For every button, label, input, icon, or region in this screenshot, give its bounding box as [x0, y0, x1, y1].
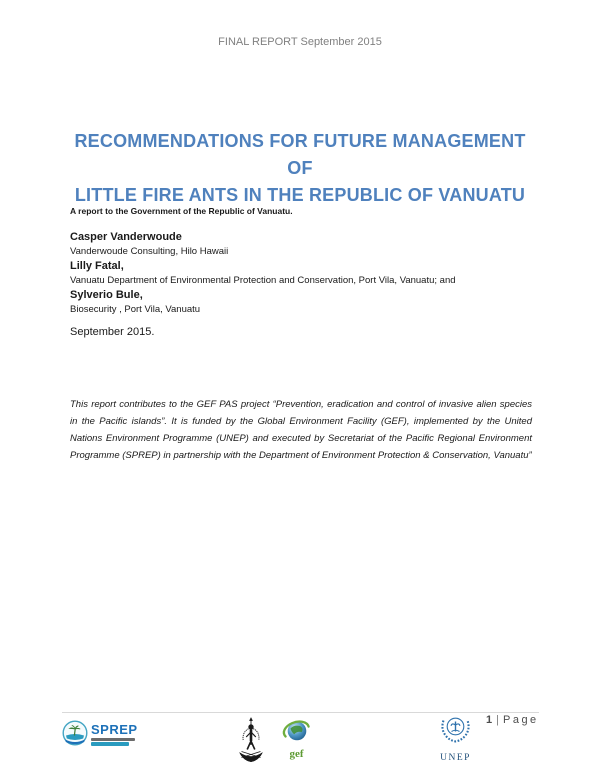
- unep-emblem-icon: [439, 713, 472, 752]
- author-block: [70, 230, 532, 259]
- author-list: [70, 230, 532, 317]
- author-name: Casper Vanderwoude: [70, 231, 182, 243]
- funding-note: This report contributes to the GEF PAS project “Prevention, eradication and control of invasive alien species in the Pacific islands”. It is funded by the Global Environment Facility (GEF), implemented by the United Nations Environment Programme (UNEP) and executed by Secretariat of the Pacific Regional Environment Programme (SPREP) in partnership with the Department of Environment Protection & Conservation, Vanuatu”: [70, 399, 532, 461]
- author-block: [70, 288, 532, 317]
- sprep-tagline-bar: [91, 742, 129, 746]
- page-number-word: Page: [502, 714, 539, 726]
- report-subtitle: A report to the Government of the Republic of Vanuatu.: [70, 206, 293, 216]
- author-name: Lilly Fatal,: [70, 260, 124, 272]
- page-number-value: 1: [486, 714, 493, 726]
- gef-label: gef: [289, 748, 304, 760]
- report-title: [60, 128, 540, 209]
- gef-logo: [281, 719, 312, 760]
- author-affiliation: Biosecurity , Port Vila, Vanuatu: [70, 304, 201, 315]
- sprep-emblem-icon: [62, 720, 88, 753]
- author-name: Sylverio Bule,: [70, 289, 143, 301]
- report-title-line1: RECOMMENDATIONS FOR FUTURE MANAGEMENT OF: [74, 131, 526, 178]
- sprep-label: SPREP: [91, 722, 138, 737]
- author-block: [70, 259, 532, 288]
- author-affiliation: Vanuatu Department of Environmental Protection and Conservation, Port Vila, Vanuatu; and: [70, 275, 456, 286]
- sprep-logo: [62, 720, 138, 753]
- unep-logo: [439, 713, 472, 763]
- running-header: FINAL REPORT September 2015: [218, 36, 382, 48]
- page-number: [486, 714, 539, 726]
- report-title-line2: LITTLE FIRE ANTS IN THE REPUBLIC OF VANUATU: [74, 185, 526, 205]
- vanuatu-coat-of-arms-icon: [237, 717, 265, 770]
- sprep-tagline-bar: [91, 738, 135, 741]
- report-date: September 2015.: [70, 326, 155, 338]
- author-affiliation: Vanderwoude Consulting, Hilo Hawaii: [70, 246, 229, 257]
- unep-label: UNEP: [440, 753, 471, 763]
- page-number-separator: |: [496, 714, 499, 726]
- sprep-wordmark: [91, 720, 138, 746]
- gef-globe-icon: [281, 719, 312, 748]
